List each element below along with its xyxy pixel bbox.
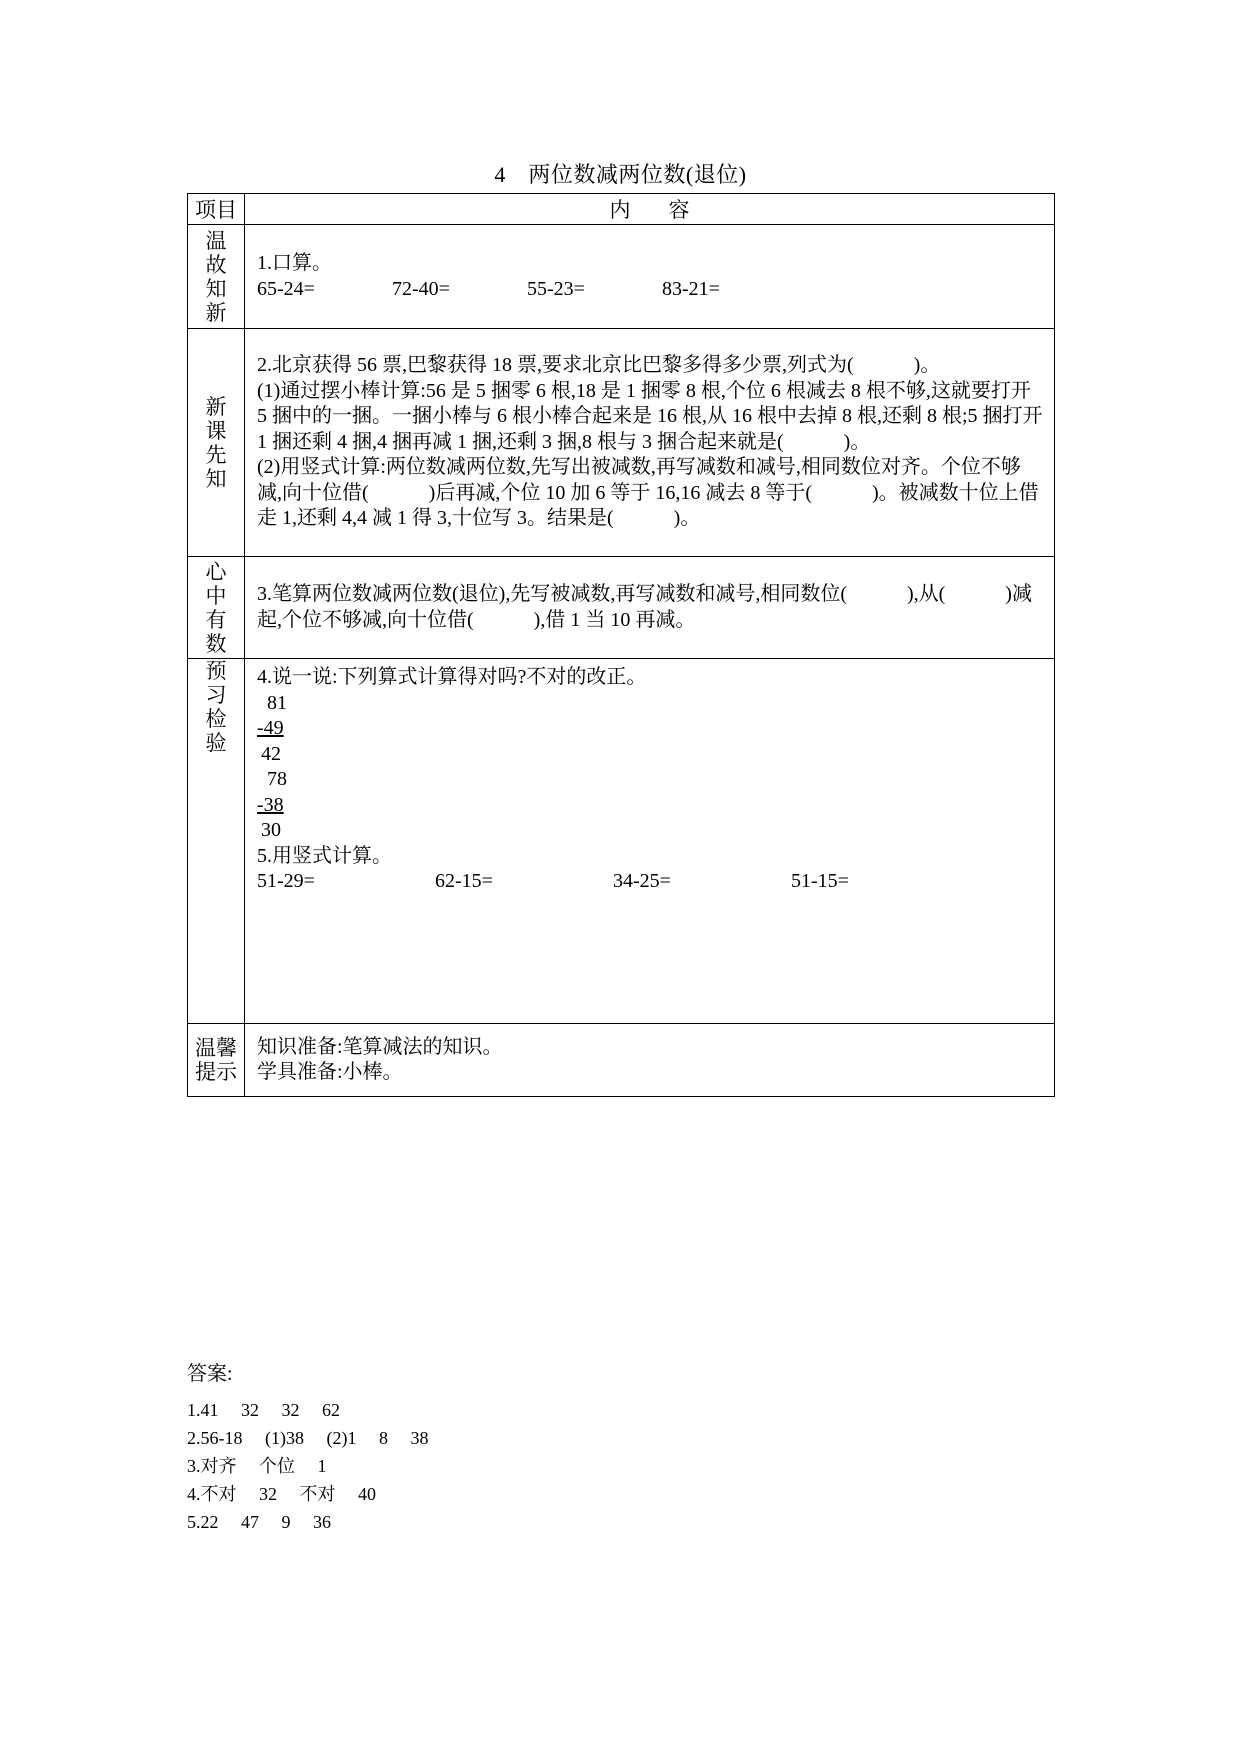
header-row (188, 194, 1055, 225)
section-label: 温 故 知 新 (188, 225, 245, 329)
question-4-heading: 4.说一说:下列算式计算得对吗?不对的改正。 (257, 666, 647, 688)
section-content (245, 557, 1055, 659)
written-calc-item: 34-25= (613, 870, 671, 892)
section-content (245, 329, 1055, 557)
header-item: 项目 (188, 194, 245, 225)
answer-line: 4.不对 32 不对 40 (187, 1484, 376, 1504)
question-1-heading: 1.口算。 (257, 252, 332, 274)
written-calc-list (257, 869, 1044, 895)
question-2-text: 2.北京获得 56 票,巴黎获得 18 票,要求北京比巴黎多得多少票,列式为( )。 (257, 354, 941, 377)
question-2-part-1: (1)通过摆小棒计算:56 是 5 捆零 6 根,18 是 1 捆零 8 根,个位 6 根减去 8 根不够,这就要打开 5 捆中的一捆。一捆小棒与 6 根小棒合起来是 16 根,从 16 根中去掉 8 根,还剩 8 根;5 捆打开 1 捆还剩 4 捆,4 捆再减 1 捆,还剩 3 捆,8 根与 3 捆合起来就是( )。 (257, 379, 1043, 453)
answer-line: 5.22 47 9 36 (187, 1512, 331, 1532)
answer-line: 1.41 32 32 62 (187, 1400, 340, 1420)
section-content (245, 1024, 1055, 1097)
section-summary (188, 557, 1055, 659)
section-tips (188, 1024, 1055, 1097)
answer-key (187, 1360, 428, 1536)
section-label: 温馨 提示 (188, 1024, 245, 1097)
written-calc-item: 51-15= (791, 870, 849, 892)
difference: 42 (261, 742, 281, 765)
subtrahend: -49 (257, 717, 284, 739)
oral-calc-list (257, 277, 1044, 303)
section-practice (188, 659, 1055, 1024)
oral-calc-item: 65-24= (257, 277, 315, 300)
question-3-text: 3.笔算两位数减两位数(退位),先写被减数,再写减数和减号,相同数位( ),从( )减起,个位不够减,向十位借( ),借 1 当 10 再减。 (257, 583, 1032, 631)
tip-tools: 学具准备:小棒。 (257, 1061, 403, 1083)
written-calc-item: 51-29= (257, 870, 315, 892)
section-label: 新 课 先 知 (188, 329, 245, 557)
answer-line: 3.对齐 个位 1 (187, 1456, 327, 1476)
vertical-calc-2 (257, 767, 1044, 844)
section-label: 预 习 检 验 (188, 659, 245, 1024)
section-content (245, 225, 1055, 329)
section-review (188, 225, 1055, 329)
minuend: 78 (267, 768, 287, 790)
written-calc-item: 62-15= (435, 870, 493, 892)
minuend: 81 (267, 691, 287, 714)
oral-calc-item: 72-40= (392, 277, 450, 300)
tip-knowledge: 知识准备:笔算减法的知识。 (257, 1035, 503, 1058)
subtrahend: -38 (257, 793, 284, 816)
oral-calc-item: 83-21= (662, 277, 720, 300)
header-content: 内容 (245, 194, 1055, 225)
oral-calc-item: 55-23= (527, 277, 585, 300)
worksheet-table (187, 193, 1055, 1097)
question-5-heading: 5.用竖式计算。 (257, 844, 392, 867)
vertical-calc-1 (257, 691, 1044, 768)
answer-line: 2.56-18 (1)38 (2)1 8 38 (187, 1428, 429, 1448)
page-title: 4 两位数减两位数(退位) (494, 162, 747, 187)
answer-title: 答案: (187, 1363, 233, 1385)
section-new-lesson (188, 329, 1055, 557)
difference: 30 (261, 819, 281, 841)
question-2-part-2: (2)用竖式计算:两位数减两位数,先写出被减数,再写减数和减号,相同数位对齐。个位不够减,向十位借( )后再减,个位 10 加 6 等于 16,16 减去 8 等于( )。被减数十位上借走 1,还剩 4,4 减 1 得 3,十位写 3。结果是( )。 (257, 456, 1039, 530)
section-content (245, 659, 1055, 1024)
section-label: 心 中 有 数 (188, 557, 245, 659)
